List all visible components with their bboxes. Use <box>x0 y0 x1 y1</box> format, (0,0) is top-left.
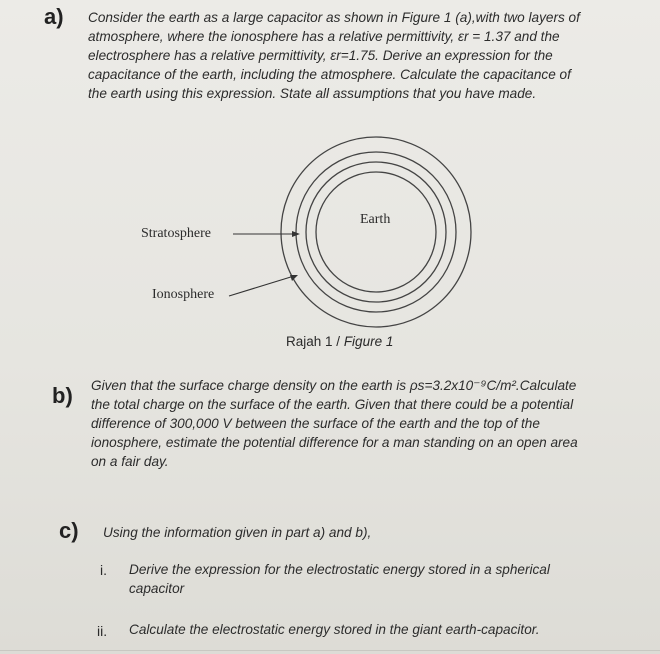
question-b-line-5: on a fair day. <box>91 454 169 469</box>
question-c-i-line-2: capacitor <box>129 581 185 596</box>
figure-caption-english: Figure 1 <box>343 334 394 349</box>
question-c-ii-line-1: Calculate the electrostatic energy stored in the giant earth-capacitor. <box>129 622 540 637</box>
earth-circle <box>316 172 436 292</box>
middle-atmosphere-circle <box>296 152 456 312</box>
question-b-line-3: difference of 300,000 V between the surface of the earth and the top of the <box>91 416 540 431</box>
question-c-i-line-1: Derive the expression for the electrostatic energy stored in a spherical <box>129 562 550 577</box>
question-c-intro: Using the information given in part a) and b), <box>103 525 372 540</box>
question-b-line-4: ionosphere, estimate the potential difference for a man standing on an open area <box>91 435 578 450</box>
question-a-line-4: capacitance of the earth, including the atmosphere. Calculate the capacitance of <box>88 67 571 82</box>
bottom-divider <box>0 650 660 651</box>
question-c-ii-text <box>129 620 629 639</box>
question-b-line-1: Given that the surface charge density on the earth is ρs=3.2x10⁻⁹C/m².Calculate <box>91 378 577 393</box>
ionosphere-label: Ionosphere <box>152 287 215 302</box>
inner-atmosphere-circle <box>306 162 446 302</box>
figure-caption <box>286 334 393 349</box>
question-c-i-text <box>129 560 629 598</box>
question-c-ii-numeral: ii. <box>97 623 108 639</box>
ionosphere-arrow-line <box>229 276 294 296</box>
question-a-label: a) <box>44 4 64 29</box>
stratosphere-label: Stratosphere <box>141 226 211 241</box>
question-a-line-3: electrosphere has a relative permittivity, εr=1.75. Derive an expression for the <box>88 48 553 63</box>
question-c-label: c) <box>59 518 79 543</box>
figure-caption-malay: Rajah 1 / <box>286 334 341 349</box>
question-a-line-2: atmosphere, where the ionosphere has a relative permittivity, εr = 1.37 and the <box>88 29 560 44</box>
question-b-line-2: the total charge on the surface of the earth. Given that there could be a potential <box>91 397 574 412</box>
outer-atmosphere-circle <box>281 137 471 327</box>
question-a-line-1: Consider the earth as a large capacitor as shown in Figure 1 (a),with two layers of <box>88 10 580 25</box>
question-a-line-5: the earth using this expression. State all assumptions that you have made. <box>88 86 537 101</box>
earth-label: Earth <box>360 212 391 227</box>
question-b-label: b) <box>52 383 73 408</box>
question-c-i-numeral: i. <box>100 562 107 578</box>
question-b-text <box>91 376 627 471</box>
